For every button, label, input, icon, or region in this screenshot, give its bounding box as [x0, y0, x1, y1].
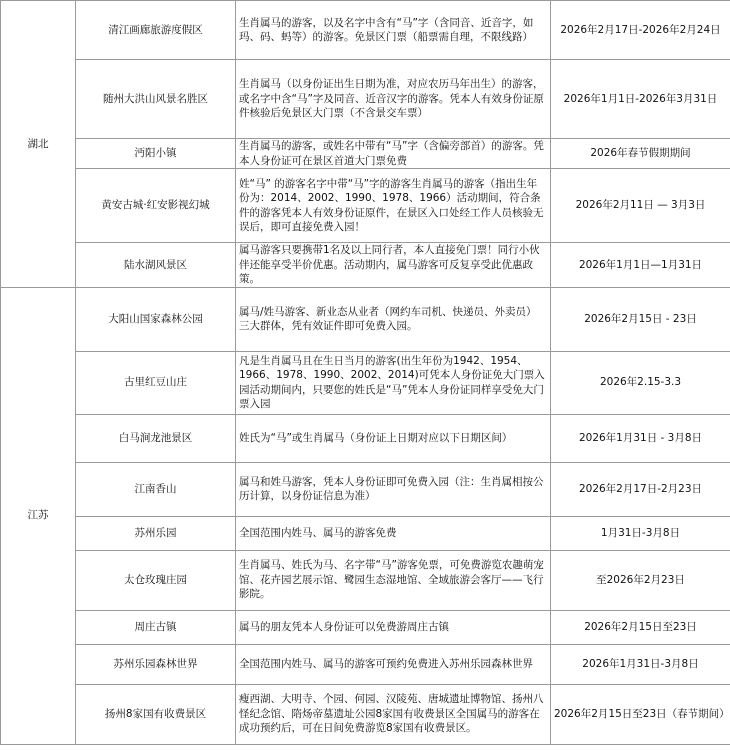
policy-cell[interactable]: 姓氏为“马”或生肖属马（身份证上日期对应以下日期区间）	[236, 414, 551, 462]
policy-cell[interactable]: 瘦西湖、大明寺、个园、何园、汉陵苑、唐城遗址博物馆、扬州八怪纪念馆、隋炀帝墓遗址公园8家国有收费景区全国属马的游客在成功预约后，可在日间免费游览8家国有收费景区。	[236, 684, 551, 744]
policy-cell[interactable]: 生肖属马的游客，以及名字中含有“马”字（含同音、近音字，如玛、码、蚂等）的游客。免景区门票（船票需自理，不限线路）	[236, 1, 551, 60]
province-cell[interactable]: 江苏	[1, 287, 76, 744]
table-row	[1, 462, 730, 516]
policy-cell[interactable]: 属马和姓马游客，凭本人身份证即可免费入园（注：生肖属相按公历计算，以身份证信息为准）	[236, 462, 551, 516]
scenic-name-cell[interactable]: 周庄古镇	[76, 610, 236, 644]
table-row	[1, 287, 730, 351]
scenic-name-cell[interactable]: 随州大洪山风景名胜区	[76, 60, 236, 139]
table-row	[1, 169, 730, 243]
scenic-name-cell[interactable]: 陆水湖风景区	[76, 243, 236, 288]
policy-cell[interactable]: 全国范围内姓马、属马的游客免费	[236, 516, 551, 550]
policy-cell[interactable]: 属马/姓马游客、新业态从业者（网约车司机、快递员、外卖员）三大群体，凭有效证件即可免费入园。	[236, 287, 551, 351]
date-cell[interactable]: 2026年1月31日-3月8日	[551, 644, 730, 684]
table-row	[1, 414, 730, 462]
scenic-name-cell[interactable]: 苏州乐园森林世界	[76, 644, 236, 684]
date-cell[interactable]: 1月31日-3月8日	[551, 516, 730, 550]
policy-cell[interactable]: 生肖属马（以身份证出生日期为准，对应农历马年出生）的游客，或名字中含“马”字及同音、近音汉字的游客。凭本人有效身份证原件核验后免景区大门票（不含景交车票）	[236, 60, 551, 139]
date-cell[interactable]: 2026年2月15日至23日（春节期间）	[551, 684, 730, 744]
table-row	[1, 610, 730, 644]
province-cell[interactable]: 湖北	[1, 1, 76, 288]
date-cell[interactable]: 2026年2月17日-2月23日	[551, 462, 730, 516]
table-row	[1, 684, 730, 744]
table-row	[1, 139, 730, 169]
scenic-name-cell[interactable]: 白马涧龙池景区	[76, 414, 236, 462]
date-cell[interactable]: 2026年1月31日 - 3月8日	[551, 414, 730, 462]
policy-cell[interactable]: 姓“马” 的游客名字中带“马”字的游客生肖属马的游客（指出生年份为：2014、2002、1990、1978、1966）活动期间，符合条件的游客凭本人有效身份证原件，在景区入口处经工作人员核验无误后，即可直接免费入园！	[236, 169, 551, 243]
policy-cell[interactable]: 全国范围内姓马、属马的游客可预约免费进入苏州乐园森林世界	[236, 644, 551, 684]
date-cell[interactable]: 2026年1月1日—1月31日	[551, 243, 730, 288]
table-row	[1, 516, 730, 550]
policy-cell[interactable]: 生肖属马的游客，或姓名中带有“马”字（含偏旁部首）的游客。凭本人身份证可在景区首道大门票免费	[236, 139, 551, 169]
table-row	[1, 243, 730, 288]
scenic-name-cell[interactable]: 苏州乐园	[76, 516, 236, 550]
scenic-name-cell[interactable]: 扬州8家国有收费景区	[76, 684, 236, 744]
scenic-name-cell[interactable]: 清江画廊旅游度假区	[76, 1, 236, 60]
table-row	[1, 60, 730, 139]
date-cell[interactable]: 2026年2月17日-2026年2月24日	[551, 1, 730, 60]
policy-cell[interactable]: 生肖属马、姓氏为马、名字带“马”游客免票，可免费游览农趣萌宠馆、花卉园艺展示馆、鹭园生态湿地馆、全域旅游会客厅——飞行影院。	[236, 550, 551, 610]
scenic-name-cell[interactable]: 大阳山国家森林公园	[76, 287, 236, 351]
date-cell[interactable]: 至2026年2月23日	[551, 550, 730, 610]
policy-cell[interactable]: 属马游客只要携带1名及以上同行者，本人直接免门票！同行小伙伴还能享受半价优惠。活动期内，属马游客可反复享受此优惠政策。	[236, 243, 551, 288]
date-cell[interactable]: 2026年2月11日 — 3月3日	[551, 169, 730, 243]
date-cell[interactable]: 2026年2.15-3.3	[551, 351, 730, 414]
table-row	[1, 550, 730, 610]
scenic-name-cell[interactable]: 江南香山	[76, 462, 236, 516]
table-row	[1, 1, 730, 60]
scenic-name-cell[interactable]: 黄安古城·红安影视幻城	[76, 169, 236, 243]
scenic-name-cell[interactable]: 太仓玫瑰庄园	[76, 550, 236, 610]
policy-cell[interactable]: 凡是生肖属马且在生日当月的游客(出生年份为1942、1954、1966、1978、1990、2002、2014)可凭本人身份证免大门票入园活动期间内，只要您的姓氏是“马”凭本人身份证同样享受免大门票入园	[236, 351, 551, 414]
scenic-name-cell[interactable]: 古里红豆山庄	[76, 351, 236, 414]
table-row	[1, 644, 730, 684]
scenic-name-cell[interactable]: 沔阳小镇	[76, 139, 236, 169]
date-cell[interactable]: 2026年春节假期期间	[551, 139, 730, 169]
date-cell[interactable]: 2026年2月15日 - 23日	[551, 287, 730, 351]
table-row	[1, 351, 730, 414]
date-cell[interactable]: 2026年1月1日-2026年3月31日	[551, 60, 730, 139]
policy-cell[interactable]: 属马的朋友凭本人身份证可以免费游周庄古镇	[236, 610, 551, 644]
date-cell[interactable]: 2026年2月15日至23日	[551, 610, 730, 644]
